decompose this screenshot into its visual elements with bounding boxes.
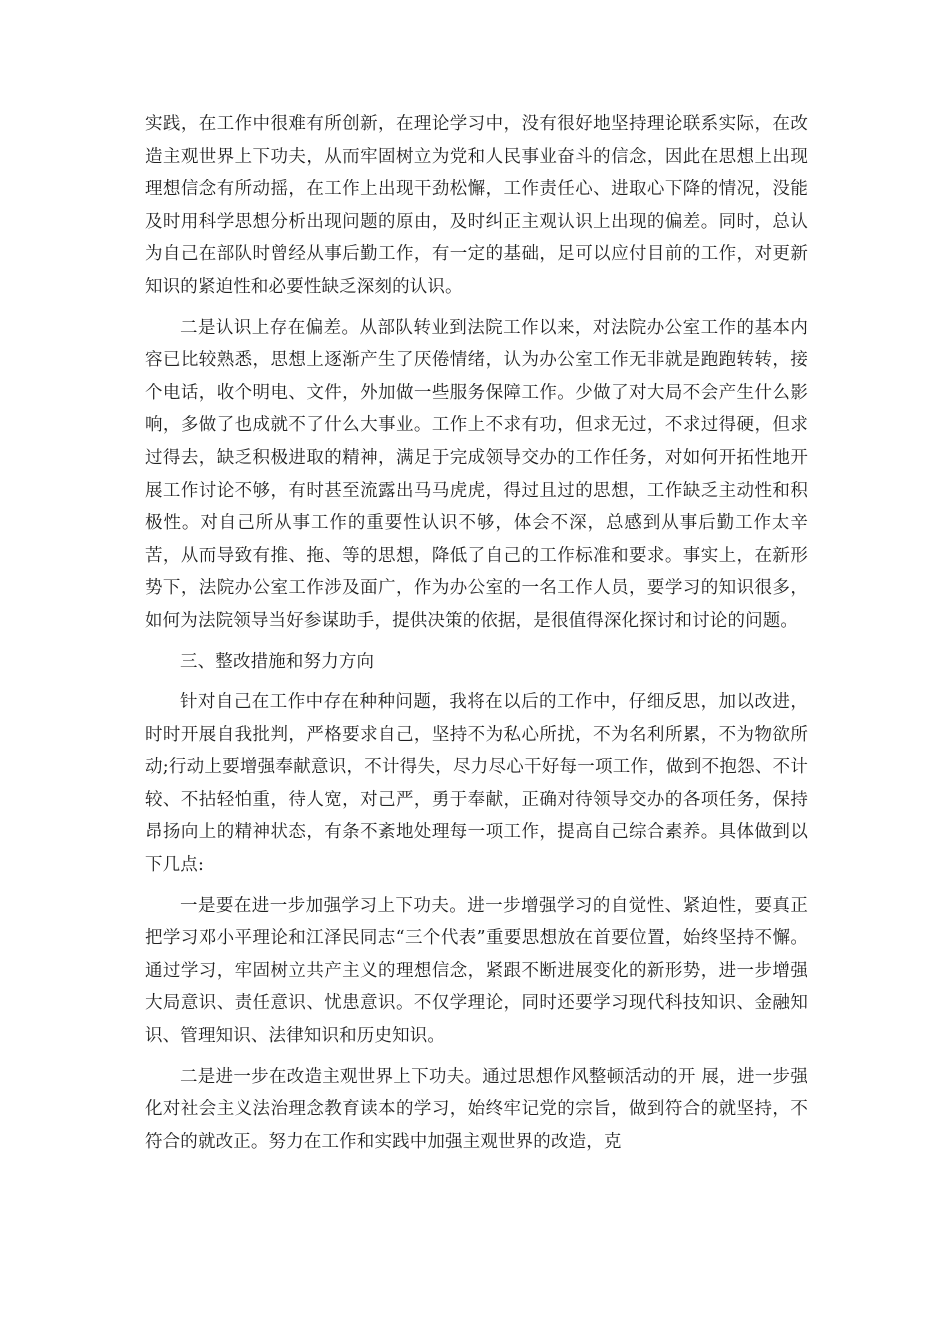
document-body — [145, 108, 808, 1166]
paragraph-continuation: 实践，在工作中很难有所创新，在理论学习中，没有很好地坚持理论联系实际，在改造主观世界上下功夫，从而牢固树立为党和人民事业奋斗的信念，因此在思想上出现理想信念有所动摇，在工作上出现干劲松懈，工作责任心、进取心下降的情况，没能及时用科学思想分析出现问题的原由，及时纠正主观认识上出现的偏差。同时，总认为自己在部队时曾经从事后勤工作，有一定的基础，足可以应付目前的工作，对更新知识的紧迫性和必要性缺乏深刻的认识。 — [145, 114, 808, 297]
paragraph-cognitive-deviation: 二是认识上存在偏差。从部队转业到法院工作以来，对法院办公室工作的基本内容已比较熟悉，思想上逐渐产生了厌倦情绪，认为办公室工作无非就是跑跑转转，接个电话，收个明电、文件，外加做一些服务保障工作。少做了对大局不会产生什么影响，多做了也成就不了什么大事业。工作上不求有功，但求无过，不求过得硬，但求过得去，缺乏积极进取的精神，满足于完成领导交办的工作任务，对如何开拓性地开展工作讨论不够，有时甚至流露出马马虎虎，得过且过的思想，工作缺乏主动性和积极性。对自己所从事工作的重要性认识不够，体会不深，总感到从事后勤工作太辛苦，从而导致有推、拖、等的思想，降低了自己的工作标准和要求。事实上，在新形势下，法院办公室工作涉及面广，作为办公室的一名工作人员，要学习的知识很多，如何为法院领导当好参谋助手，提供决策的依据，是很值得深化探讨和讨论的问题。 — [145, 317, 808, 631]
paragraph-transform-worldview: 二是进一步在改造主观世界上下功夫。通过思想作风整顿活动的开 展，进一步强化对社会主义法治理念教育读本的学习，始终牢记党的宗旨，做到符合的就坚持，不符合的就改正。努力在工作和实践中加强主观世界的改造，克 — [145, 1066, 808, 1152]
paragraph-rectification-intro: 针对自己在工作中存在种种问题，我将在以后的工作中，仔细反思，加以改进，时时开展自我批判，严格要求自己，坚持不为私心所扰，不为名利所累，不为物欲所动;行动上要增强奉献意识，不计得失，尽力尽心干好每一项工作，做到不抱怨、不计较、不拈轻怕重，待人宽，对己严，勇于奉献，正确对待领导交办的各项任务，保持昂扬向上的精神状态，有条不紊地处理每一项工作，提高自己综合素养。具体做到以下几点: — [145, 692, 808, 876]
section-heading-rectification: 三、整改措施和努力方向 — [180, 651, 375, 672]
paragraph-strengthen-study: 一是要在进一步加强学习上下功夫。进一步增强学习的自觉性、紧迫性，要真正把学习邓小平理论和江泽民同志“三个代表”重要思想放在首要位置，始终坚持不懈。通过学习，牢固树立共产主义的理想信念，紧跟不断进展变化的新形势，进一步增强大局意识、责任意识、忧患意识。不仅学理论，同时还要学习现代科技知识、金融知识、管理知识、法律知识和历史知识。 — [145, 895, 808, 1047]
